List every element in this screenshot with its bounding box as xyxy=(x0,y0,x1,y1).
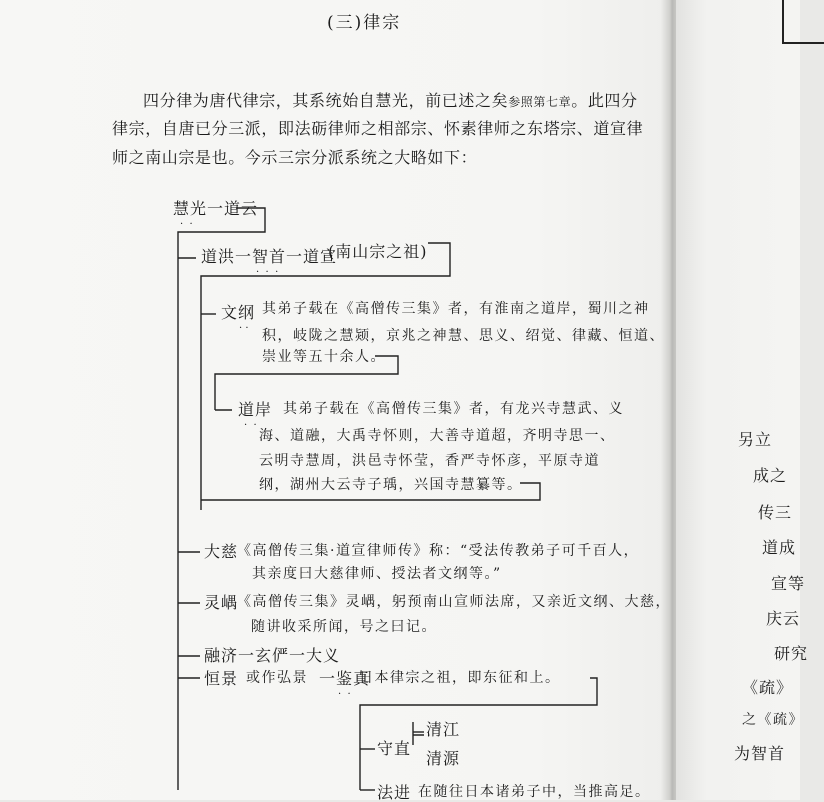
node-daoan: 道岸 xyxy=(238,400,273,419)
node-daohong-line: 道洪一智首一道宣 xyxy=(201,247,338,266)
daci-desc-2: 其亲度曰大慈律师、授法者文纲等。” xyxy=(252,566,502,582)
fajin-note: 在随往日本诸弟子中，当推高足。 xyxy=(418,784,651,800)
node-daci: 大慈 xyxy=(204,542,239,561)
daci-desc-1: 《高僧传三集·道宣律师传》称：“受法传教弟子可千百人， xyxy=(237,543,640,559)
right-page-line-6: 庆云 xyxy=(766,609,801,628)
emphasis-dots: · · xyxy=(239,323,249,334)
lingyu-desc-1: 《高僧传三集》灵嵎，躬预南山宣师法席，又亲近文纲、大慈， xyxy=(237,594,671,610)
right-page-line-10: 为智首 xyxy=(734,744,786,763)
jianzhen-note: 日本律宗之祖，即东征和上。 xyxy=(359,670,561,686)
emphasis-dots: · · xyxy=(338,689,351,700)
intro-line-1-reference: 参照第七章 xyxy=(508,95,572,109)
node-lingyu: 灵嵎 xyxy=(204,593,239,612)
wengang-desc-2: 积，岐陇之慧颎，京兆之神慧、思义、绍觉、律藏、恒道、 xyxy=(262,328,665,344)
intro-line-1-main: 四分律为唐代律宗，其系统始自慧光，前已述之矣 xyxy=(143,91,509,110)
intro-line-1-end: 。此四分 xyxy=(571,91,638,110)
right-page-line-7: 研究 xyxy=(774,644,809,663)
wengang-desc-3: 崇业等五十余人。 xyxy=(262,349,386,365)
hengjing-alt-name: 或作弘景 xyxy=(246,670,308,686)
right-page-line-2: 成之 xyxy=(753,466,788,485)
section-title: (三)律宗 xyxy=(327,13,402,33)
node-wengang: 文纲 xyxy=(221,303,256,322)
node-qingjiang: 清江 xyxy=(426,720,461,739)
emphasis-dots: · · xyxy=(244,420,257,431)
node-qingyuan: 清源 xyxy=(426,749,461,768)
right-page-line-5: 宣等 xyxy=(771,574,806,593)
node-hengjing: 恒景 xyxy=(204,669,239,688)
node-nanshan-note: (南山宗之祖) xyxy=(328,242,428,261)
daoan-desc-1: 其弟子载在《高僧传三集》者，有龙兴寺慧武、义 xyxy=(283,401,624,417)
wengang-desc-1: 其弟子载在《高僧传三集》者，有淮南之道岸，蜀川之神 xyxy=(262,301,650,317)
right-page-line-9: 之《疏》 xyxy=(742,712,804,728)
node-fajin: 法进 xyxy=(377,783,412,802)
right-page-line-4: 道成 xyxy=(762,538,797,557)
intro-line-2: 律宗，自唐已分三派，即法砺律师之相部宗、怀素律师之东塔宗、道宣律 xyxy=(112,119,644,138)
daoan-desc-2: 海、道融，大禹寺怀则，大善寺道超，齐明寺思一、 xyxy=(259,428,616,444)
right-page-box-frame xyxy=(782,0,824,44)
lingyu-desc-2: 随讲收采所闻，号之曰记。 xyxy=(251,619,437,635)
node-shouzhi: 守直 xyxy=(377,739,412,758)
right-page-line-8: 《疏》 xyxy=(742,678,794,697)
node-rongji-line: 融济一玄俨一大义 xyxy=(204,646,341,665)
emphasis-dots: · · xyxy=(180,219,193,230)
intro-line-3: 师之南山宗是也。今示三宗分派系统之大略如下： xyxy=(112,148,478,167)
node-jianzhen: 一鉴真 xyxy=(319,669,371,688)
emphasis-dots: · · · xyxy=(256,267,279,278)
right-page-line-3: 传三 xyxy=(758,503,793,522)
daoan-desc-4: 纲，湖州大云寺子瑀，兴国寺慧纂等。 xyxy=(259,477,523,493)
daoan-desc-3: 云明寺慧周，洪邑寺怀莹，香严寺怀彦，平原寺道 xyxy=(259,453,600,469)
right-page-line-1: 另立 xyxy=(738,430,773,449)
node-huiguang-daoyun: 慧光一道云 xyxy=(173,199,259,218)
